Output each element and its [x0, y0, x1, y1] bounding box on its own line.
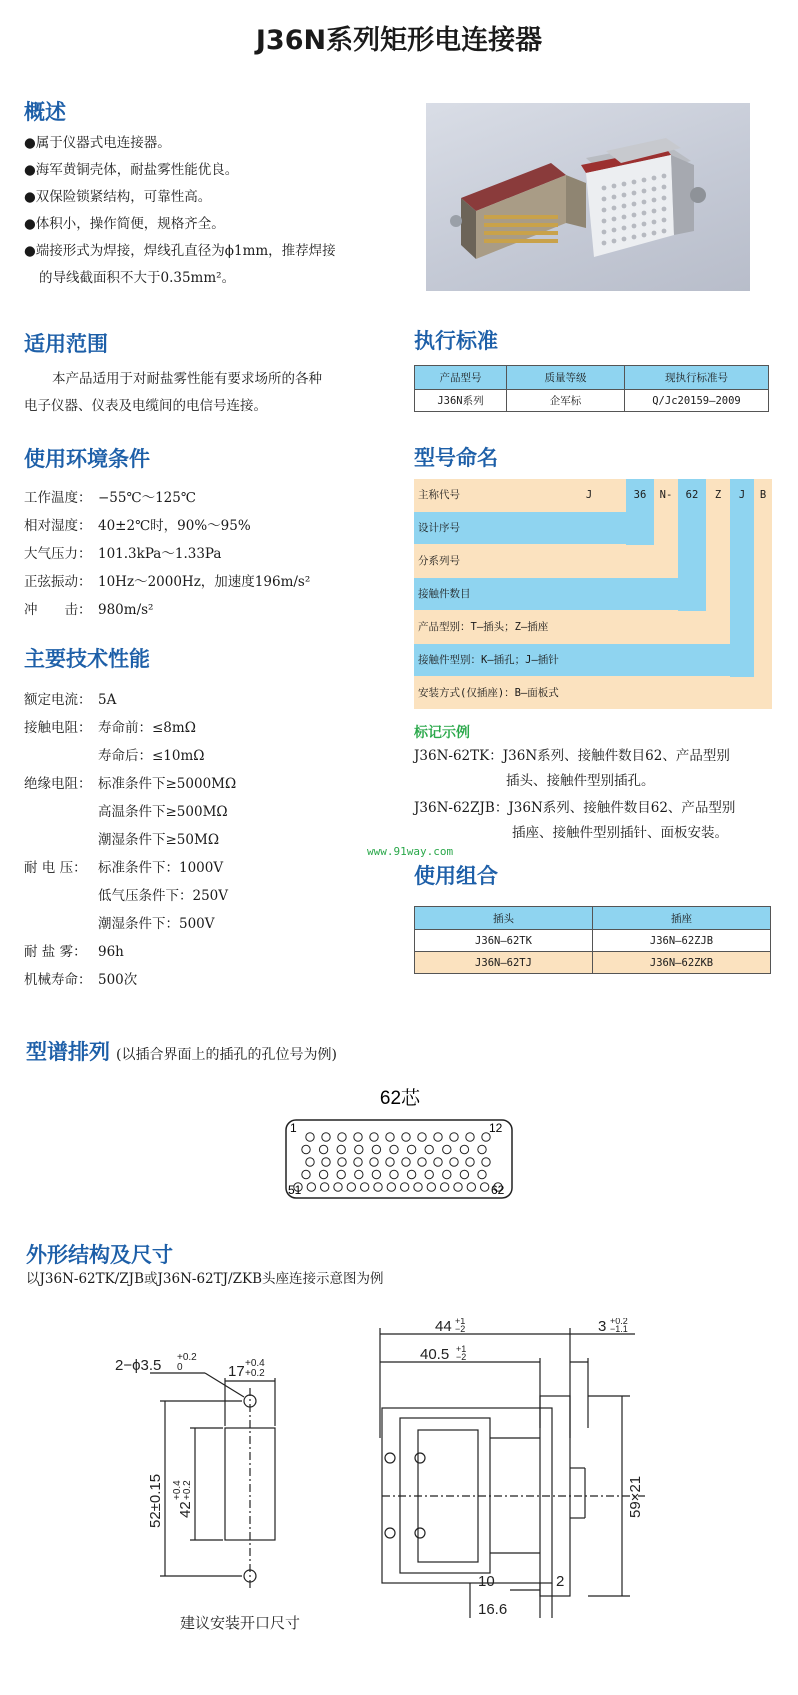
- naming-row: 安装方式(仅插座)：B—面板式: [414, 677, 772, 709]
- pin-hole: [338, 1133, 346, 1141]
- height-tol: +0.4: [172, 1480, 183, 1500]
- dim-length-tol: +1: [455, 1318, 466, 1326]
- pin-hole: [360, 1183, 368, 1191]
- pin-hole: [320, 1183, 328, 1191]
- naming-row: 接触件型别：K—插孔；J—插针: [414, 644, 754, 676]
- overview-bullet: ●属于仪器式电连接器。: [24, 135, 171, 151]
- dim-length-overall: 44: [435, 1318, 452, 1335]
- naming-code: N-: [659, 489, 673, 501]
- dimensions-heading: 外形结构及尺寸: [26, 1243, 173, 1267]
- tech-row: 额定电流： 5A: [24, 692, 117, 708]
- pin-hole: [387, 1183, 395, 1191]
- pin-hole: [443, 1145, 451, 1153]
- pin-hole: [386, 1133, 394, 1141]
- naming-code: J: [738, 489, 746, 501]
- tech-row: 潮湿条件下≥50MΩ: [98, 832, 220, 848]
- pin-hole: [425, 1145, 433, 1153]
- pin-hole: [306, 1158, 314, 1166]
- pin-hole: [467, 1183, 475, 1191]
- pin-hole: [322, 1133, 330, 1141]
- pin-hole: [354, 1158, 362, 1166]
- tech-row: 绝缘电阻： 标准条件下≥5000MΩ: [24, 776, 237, 792]
- pin-layout-diagram: [280, 1082, 520, 1206]
- pin-hole: [355, 1170, 363, 1178]
- overview-list: [24, 130, 336, 292]
- scope-text: [24, 366, 322, 420]
- dim-2: 2: [556, 1573, 565, 1590]
- pin-hole: [370, 1158, 378, 1166]
- pin-hole: [450, 1158, 458, 1166]
- env-row: 正弦振动： 10Hz～2000Hz，加速度196m/s²: [24, 574, 311, 590]
- width-tol: +0.4: [245, 1358, 265, 1369]
- dim-flange-tol: +0.2: [610, 1318, 628, 1326]
- dim-16-6: 16.6: [478, 1601, 508, 1618]
- scope-heading: 适用范围: [24, 332, 108, 356]
- dim-height: 59×21: [627, 1475, 644, 1518]
- pin-hole: [374, 1183, 382, 1191]
- pin-hole: [334, 1183, 342, 1191]
- dim-body-tol: +1: [456, 1344, 467, 1354]
- combination-cell: J36N—62ZJB: [593, 930, 771, 952]
- standard-header: 质量等级: [507, 366, 625, 390]
- product-photo: [426, 103, 750, 291]
- naming-diagram: [414, 479, 772, 707]
- width-dim: 17: [228, 1363, 245, 1380]
- pin-hole: [434, 1133, 442, 1141]
- pin-hole: [454, 1183, 462, 1191]
- env-row: 冲 击： 980m/s²: [24, 602, 154, 618]
- pin-label: 62: [491, 1183, 505, 1197]
- pin-hole: [390, 1145, 398, 1153]
- pin-hole: [478, 1170, 486, 1178]
- dim-length-tol2: −2: [455, 1324, 466, 1334]
- pin-hole: [372, 1170, 380, 1178]
- pin-hole: [402, 1158, 410, 1166]
- hole-tol2: 0: [177, 1362, 183, 1373]
- pin-hole: [482, 1158, 490, 1166]
- cutout-caption: 建议安装开口尺寸: [180, 1615, 301, 1632]
- naming-row: 产品型别：T—插头；Z—插座: [414, 611, 730, 643]
- pin-hole: [414, 1183, 422, 1191]
- pin-hole: [427, 1183, 435, 1191]
- tech-row: 耐 电 压： 标准条件下：1000V: [24, 860, 224, 876]
- overview-bullet: ●体积小，操作简便，规格齐全。: [24, 216, 225, 232]
- example-line: 插座、接触件型别插针、面板安装。: [512, 825, 728, 841]
- watermark: www.91way.com: [367, 845, 454, 858]
- width-tol2: +0.2: [245, 1368, 265, 1379]
- connector-illustration: [426, 103, 750, 291]
- pin-hole: [370, 1133, 378, 1141]
- dim-flange-tol2: −1.1: [610, 1324, 628, 1334]
- pin-hole: [338, 1158, 346, 1166]
- overview-bullet: ●海军黄铜壳体，耐盐雾性能优良。: [24, 162, 239, 178]
- combination-cell: J36N—62TJ: [415, 952, 593, 974]
- pin-hole: [319, 1145, 327, 1153]
- naming-code: 62: [685, 489, 699, 501]
- pin-label: 51: [288, 1183, 302, 1197]
- height-tol2: +0.2: [182, 1480, 193, 1500]
- overview-bullet: ●端接形式为焊接，焊线孔直径为ϕ1mm，推荐焊接: [24, 243, 336, 259]
- pin-hole: [407, 1145, 415, 1153]
- naming-row: 分系列号: [414, 545, 678, 577]
- pin-hole: [355, 1145, 363, 1153]
- pin-hole: [337, 1145, 345, 1153]
- naming-code: B: [759, 489, 767, 501]
- example-line: 插头、接触件型别插孔。: [506, 773, 655, 789]
- env-row: 大气压力： 101.3kPa～1.33Pa: [24, 546, 222, 562]
- pin-hole: [386, 1158, 394, 1166]
- combination-heading: 使用组合: [414, 864, 498, 888]
- connector-side-drawing: [360, 1318, 660, 1622]
- naming-heading: 型号命名: [414, 446, 498, 470]
- pin-hole: [440, 1183, 448, 1191]
- combination-cell: J36N—62ZKB: [593, 952, 771, 974]
- naming-row: 设计序号: [414, 512, 654, 544]
- naming-row: 接触件数目: [414, 578, 706, 610]
- combination-table: [414, 906, 771, 974]
- standard-cell: 企军标: [507, 390, 625, 412]
- overview-bullet-continuation: 的导线截面积不大于0.35mm²。: [39, 270, 236, 286]
- standard-header: 现执行标准号: [625, 366, 769, 390]
- example-line: J36N-62ZJB：J36N系列、接触件数目62、产品型别: [414, 800, 736, 816]
- pin-hole: [460, 1145, 468, 1153]
- pin-hole: [478, 1145, 486, 1153]
- hole-tol: +0.2: [177, 1352, 197, 1363]
- plug-illustration: [450, 163, 586, 259]
- pin-hole: [354, 1133, 362, 1141]
- pin-hole: [337, 1170, 345, 1178]
- layout-heading: 型谱排列 (以插合界面上的插孔的孔位号为例): [26, 1040, 337, 1064]
- pin-hole: [319, 1170, 327, 1178]
- example-heading: 标记示例: [414, 725, 470, 741]
- pin-label: 12: [489, 1121, 503, 1135]
- hole-dim: 2−ϕ3.5: [115, 1357, 162, 1374]
- pin-count-label: 62芯: [379, 1088, 421, 1109]
- pin-hole: [306, 1133, 314, 1141]
- pin-hole: [407, 1170, 415, 1178]
- pin-hole: [347, 1183, 355, 1191]
- pin-label: 1: [290, 1121, 297, 1135]
- pin-hole: [466, 1133, 474, 1141]
- pin-hole: [418, 1158, 426, 1166]
- env-row: 工作温度： −55℃～125℃: [24, 490, 196, 506]
- standard-cell: J36N系列: [415, 390, 507, 412]
- example-line: J36N-62TK：J36N系列、接触件数目62、产品型别: [414, 748, 730, 764]
- pin-hole: [418, 1133, 426, 1141]
- tech-row: 接触电阻： 寿命前：≤8mΩ: [24, 720, 196, 736]
- dim-body-tol2: −2: [456, 1352, 467, 1362]
- naming-row: 主称代号: [414, 479, 604, 511]
- standard-table: [414, 365, 769, 412]
- combination-header: 插头: [415, 907, 593, 930]
- combination-header: 插座: [593, 907, 771, 930]
- tech-row: 机械寿命： 500次: [24, 972, 138, 988]
- tech-row: 高温条件下≥500MΩ: [98, 804, 228, 820]
- pin-hole: [400, 1183, 408, 1191]
- pin-hole: [390, 1170, 398, 1178]
- dim-length-body: 40.5: [420, 1346, 450, 1363]
- tech-row: 耐 盐 雾： 96h: [24, 944, 124, 960]
- tech-row: 寿命后：≤10mΩ: [98, 748, 205, 764]
- pin-hole: [466, 1158, 474, 1166]
- dimensions-subheading: 以J36N-62TK/ZJB或J36N-62TJ/ZKB头座连接示意图为例: [26, 1271, 384, 1287]
- pin-hole: [402, 1133, 410, 1141]
- naming-code: Z: [714, 489, 722, 501]
- pin-grid: [294, 1133, 502, 1191]
- combination-cell: J36N—62TK: [415, 930, 593, 952]
- naming-code: 36: [633, 489, 647, 501]
- pin-hole: [372, 1145, 380, 1153]
- dim-10: 10: [478, 1573, 495, 1590]
- standard-heading: 执行标准: [414, 329, 498, 353]
- env-row: 相对湿度： 40±2℃时，90%～95%: [24, 518, 251, 534]
- overview-bullet: ●双保险锁紧结构，可靠性高。: [24, 189, 212, 205]
- scope-line: 本产品适用于对耐盐雾性能有要求场所的各种: [52, 371, 322, 387]
- tech-row: 潮湿条件下：500V: [98, 916, 215, 932]
- pin-hole: [322, 1158, 330, 1166]
- pin-hole: [460, 1170, 468, 1178]
- pin-hole: [480, 1183, 488, 1191]
- naming-code: J: [585, 489, 593, 501]
- pin-hole: [302, 1170, 310, 1178]
- page-title: J36N系列矩形电连接器: [255, 25, 543, 56]
- height-dim-outer: 52±0.15: [147, 1473, 164, 1528]
- environment-heading: 使用环境条件: [24, 447, 150, 471]
- tech-row: 低气压条件下：250V: [98, 888, 229, 904]
- dim-flange: 3: [598, 1318, 607, 1335]
- standard-cell: Q/Jc20159—2009: [625, 390, 769, 412]
- standard-header: 产品型号: [415, 366, 507, 390]
- pin-hole: [302, 1145, 310, 1153]
- tech-heading: 主要技术性能: [24, 647, 150, 671]
- pin-hole: [307, 1183, 315, 1191]
- pin-hole: [450, 1133, 458, 1141]
- pin-hole: [434, 1158, 442, 1166]
- receptacle-illustration: [581, 138, 706, 257]
- pin-hole: [443, 1170, 451, 1178]
- pin-face-outline: [286, 1120, 512, 1198]
- height-dim-inner: 42: [177, 1501, 194, 1518]
- layout-subheading: (以插合界面上的插孔的孔位号为例): [116, 1047, 337, 1063]
- mounting-cutout-drawing: [110, 1318, 350, 1642]
- scope-line: 电子仪器、仪表及电缆间的电信号连接。: [24, 398, 267, 414]
- pin-hole: [425, 1170, 433, 1178]
- overview-heading: 概述: [24, 100, 66, 124]
